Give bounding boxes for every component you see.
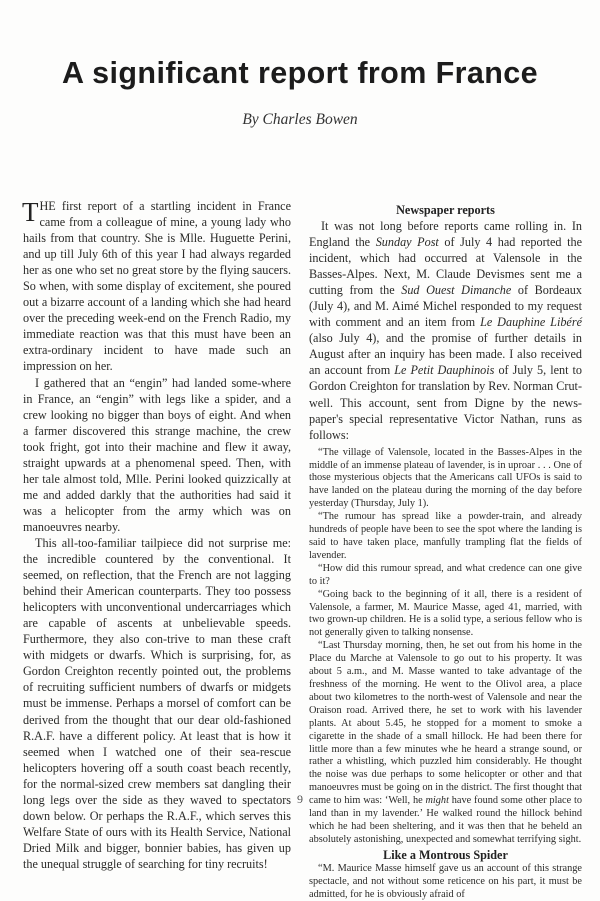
subhead-newspaper-reports: Newspaper reports xyxy=(396,203,495,217)
subhead-montrous-spider: Like a Montrous Spider xyxy=(383,847,508,862)
quote-paragraph: “The village of Valensole, located in the Basses-Alpes in the middle of an immense plateau of lavender, is in uproar . . . One of those mysterious objects that the Americans call UFOs is said to have landed on the plateau during the morning of the day before yesterday (Thursday, July 1). xyxy=(309,446,582,510)
intro-paragraph: It was not long before reports came rolling in. In England the Sunday Post of July 4 had reported the incident, which had occurred at Valensole in the Basses-Alpes. Next, M. Claude Devismes sent me a cutting from the Sud Ouest Dimanche of Bordeaux (July 4), and M. Aimé Michel responded to my request with comment and an item from Le Dauphine Libéré (also July 4), and the promise of further details in August after an inquiry has been made. I also received an account from Le Petit Dauphinois of July 5, lent to Gordon Creighton for translation by Rev. Norman Crut-well. This account, sent from Digne by the news-paper's special representative Victor Nathan, runs as follows: xyxy=(309,219,583,442)
paragraph-3: This all-too-familiar tailpiece did not surprise me: the incredible countered by the conventional. It seemed, on reflection, that the French are not lagging behind their American counterparts. They too possess helicopters with unconventional undercarriages which are capable of ascents at unbelievable speeds. Furthermore, they also con-trive to man these craft with midgets or dwarfs. Which is surprising, for, as Gordon Creighton recently pointed out, the problems of recruiting sufficient numbers of dwarfs or midgets must be immense. Perhaps a morsel of comfort can be derived from the thought that our dear old-fashioned R.A.F. have a different policy. At least that is how it seemed when I watched one of their sea-rescue helicopters hovering off a south coast beach recently, for the normal-sized crew members sat dangling their long legs over the side as they waved to spectators down below. Or perhaps the R.A.F., which serves this Welfare State of ours with its Health Service, National Dried Milk and bigger, bonnier babies, has given up the unequal struggle of searching for tiny recruits! xyxy=(23,535,291,871)
paragraph-1: THE first report of a startling incident in France came from a colleague of mine, a young lady who hails from that country. She is Mlle. Huguette Perini, and up till July 6th of this year I had always regarded her as one who set no great store by the flying saucers. So when, with some display of excitement, she poured out a bizarre account of a landing which she had heard over the preceding week-end on the French Radio, my immediate reaction was that this must have been an extra-ordinary incident to have made such an impression on her. xyxy=(22,197,291,374)
quote-paragraph: “How did this rumour spread, and what credence can one give to it? xyxy=(309,562,582,587)
page-number: 9 xyxy=(297,792,303,806)
byline: By Charles Bowen xyxy=(242,111,358,128)
quoted-account xyxy=(309,447,582,847)
publication-title: Le Petit Dauphinois xyxy=(394,363,495,378)
publication-title: Le Dauphine Libéré xyxy=(480,315,582,330)
drop-cap: T xyxy=(22,197,39,227)
paragraph-2: I gathered that an “engin” had landed some-where in France, an “engin” with legs like a spider, and a crew looking no bigger than boys of eight. And when a farmer discovered this strange machine, the crew took fright, got into their machine and flew it away, straight upwards at a phenomenal speed. Then, with her tale almost told, Mlle. Perini looked quizzically at me and added darkly that the authorities had said it was a helicopter from the army which was on manoeuvres nearby. xyxy=(23,375,291,534)
article-title: A significant report from France xyxy=(61,56,539,90)
publication-title: Sunday Post xyxy=(375,235,439,250)
quote-paragraph: “Last Thursday morning, then, he set out from his home in the Place du Marche at Valensole to go out to his property. It was about 5 a.m., and M. Masse wanted to take advantage of the freshness of the morning. He went to the Olivol area, a place about two kilometres to the north-west of Valensole and near the Oraison road. Arrived there, he set to work with his lavender plants. At about 5.45, he stopped for a moment to smoke a cigarette in the shade of a small hillock. He had been there for little more than a few minutes whe he heard a strange sound, or rather a whistling, which puzzled him considerably. He thought the noise was due perhaps to some helicopter or other and that manoeuvres must be going on in the district. The first thought that came to him was: ‘Well, he might have found some other place to land than in my lavender.’ He walked round the hillock behind which he had been sheltering, and it was then that he beheld an absolutely astonishing, unexpected and somewhat terrifying sight. xyxy=(309,640,582,845)
quote-paragraph: “Going back to the beginning of it all, there is a resident of Valensole, a farmer, M. Maurice Masse, aged 41, married, with two grown-up children. He is a solid type, a serious fellow who is not generally given to talking nonsense. xyxy=(309,588,582,639)
left-column xyxy=(23,198,291,872)
quote-paragraph: “M. Maurice Masse himself gave us an account of this strange spectacle, and not without some reticence on his part, it must be admitted, for he is obviously afraid of xyxy=(309,862,582,900)
publication-title: Sud Ouest Dimanche xyxy=(401,283,512,298)
quote-paragraph: “The rumour has spread like a powder-train, and already hundreds of people have been to see the spot where the landing is said to have taken place, manfully trampling flat the fields of lavender. xyxy=(309,511,582,561)
